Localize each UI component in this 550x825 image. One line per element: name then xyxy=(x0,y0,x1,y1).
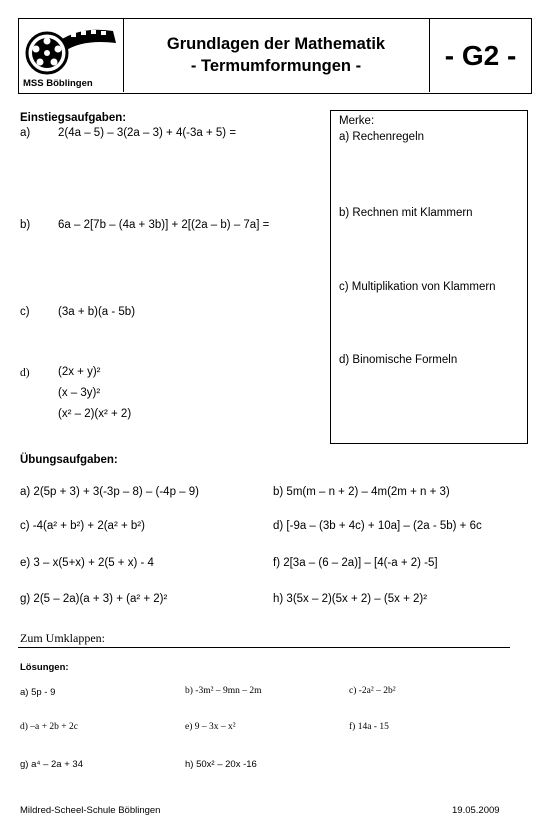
einstieg-b-expr: 6a – 2[7b – (4a + 3b)] + 2[(2a – b) – 7a] = xyxy=(58,219,270,231)
loesung-h: h) 50x² – 20x -16 xyxy=(185,759,257,770)
einstieg-b-label: b) xyxy=(20,219,31,231)
uebung-item-d: d) [-9a – (3b + 4c) + 10a] – (2a - 5b) + 6c xyxy=(273,520,482,532)
page-subtitle: - Termumformungen - xyxy=(190,57,362,75)
uebung-item-c: c) -4(a² + b²) + 2(a² + b²) xyxy=(20,520,145,532)
header-box xyxy=(18,18,532,94)
einstieg-a-expr: 2(4a – 5) – 3(2a – 3) + 4(-3a + 5) = xyxy=(58,127,237,139)
uebung-item-h: h) 3(5x – 2)(5x + 2) – (5x + 2)² xyxy=(273,593,428,605)
film-reel-icon xyxy=(21,21,121,79)
worksheet-code: - G2 - xyxy=(429,19,531,92)
einstieg-d-expr1: (2x + y)² xyxy=(58,366,101,378)
title-box xyxy=(123,19,429,92)
merke-heading: Merke: xyxy=(339,115,375,127)
einstieg-d-expr2: (x – 3y)² xyxy=(58,387,101,399)
uebung-item-f: f) 2[3a – (6 – 2a)] – [4(-a + 2) -5] xyxy=(273,557,438,569)
loesung-b: b) -3m² – 9mn – 2m xyxy=(185,686,262,696)
uebung-item-g: g) 2(5 – 2a)(a + 3) + (a² + 2)² xyxy=(20,593,168,605)
uebung-heading: Übungsaufgaben: xyxy=(20,454,118,466)
page-title: Grundlagen der Mathematik xyxy=(166,35,386,53)
merke-item-klammern: b) Rechnen mit Klammern xyxy=(339,207,473,219)
loesung-e: e) 9 – 3x – x² xyxy=(185,722,236,732)
uebung-item-e: e) 3 – x(5+x) + 2(5 + x) - 4 xyxy=(20,557,154,569)
loesung-d: d) –a + 2b + 2c xyxy=(20,722,78,732)
einstieg-d-expr3: (x² – 2)(x² + 2) xyxy=(58,408,132,420)
einstieg-heading: Einstiegsaufgaben: xyxy=(20,112,127,124)
school-logo xyxy=(19,19,124,92)
footer-date: 19.05.2009 xyxy=(452,805,500,816)
merke-item-rechenregeln: a) Rechenregeln xyxy=(339,131,425,143)
loesung-f: f) 14a - 15 xyxy=(349,722,389,732)
loesung-a: a) 5p - 9 xyxy=(20,687,56,698)
merke-item-binomische: d) Binomische Formeln xyxy=(339,354,458,366)
logo-text: MSS Böblingen xyxy=(23,78,93,89)
einstieg-c-label: c) xyxy=(20,306,30,318)
uebung-item-b: b) 5m(m – n + 2) – 4m(2m + n + 3) xyxy=(273,486,450,498)
loesungen-heading: Lösungen: xyxy=(20,662,69,673)
uebung-item-a: a) 2(5p + 3) + 3(-3p – 8) – (-4p – 9) xyxy=(20,486,199,498)
umklappen-label: Zum Umklappen: xyxy=(20,631,105,645)
einstieg-c-expr: (3a + b)(a - 5b) xyxy=(58,306,136,318)
merke-item-multiplikation: c) Multiplikation von Klammern xyxy=(339,281,496,293)
loesung-c: c) -2a² – 2b² xyxy=(349,686,396,696)
einstieg-a-label: a) xyxy=(20,127,31,139)
fold-divider xyxy=(18,647,510,648)
einstieg-d-label: d) xyxy=(20,367,30,379)
merke-box xyxy=(330,110,528,444)
footer-school: Mildred-Scheel-Schule Böblingen xyxy=(20,805,161,816)
loesung-g: g) a⁴ – 2a + 34 xyxy=(20,759,83,770)
